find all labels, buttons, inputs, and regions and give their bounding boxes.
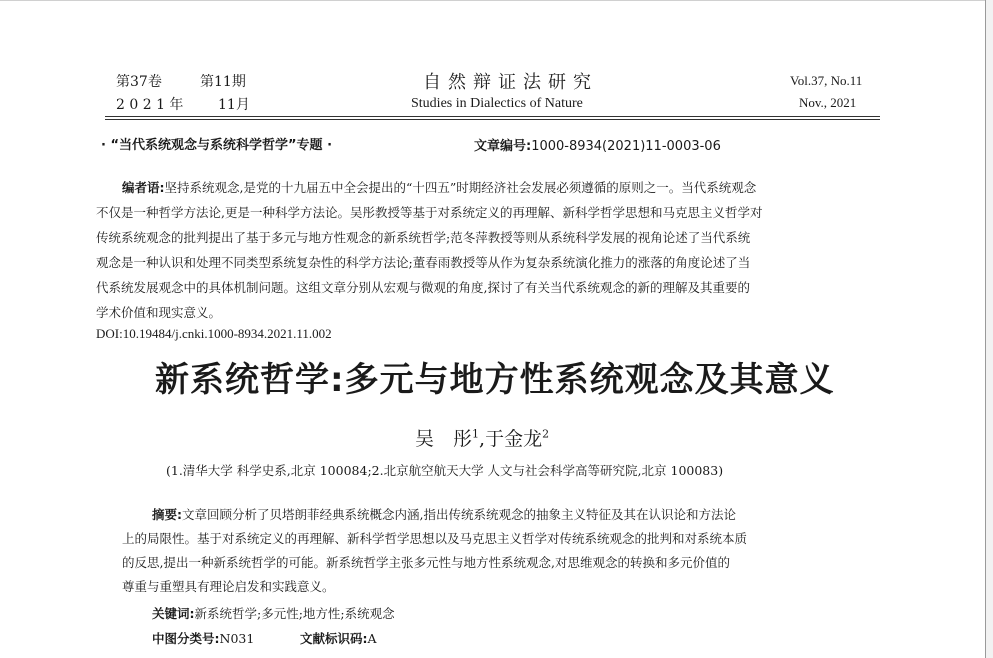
article-number-label: 文章编号:: [474, 139, 532, 154]
author-1-affil-marker: 1: [472, 427, 480, 441]
abstract-line: 尊重与重塑具有理论启发和实践意义。: [122, 579, 335, 594]
header-year-cn: 2 0 2 1 年: [116, 97, 184, 113]
header-rule-2: [105, 119, 880, 120]
header-month-cn: 11月: [218, 97, 250, 113]
doi: DOI:10.19484/j.cnki.1000-8934.2021.11.002: [96, 326, 332, 341]
authors: [415, 424, 549, 451]
article-number: [474, 135, 721, 154]
editor-note: [96, 175, 896, 325]
document-code-label: 文献标识码:: [300, 631, 368, 646]
editor-note-label: 编者语:: [122, 180, 165, 195]
document-code: [300, 629, 377, 647]
article-title: 新系统哲学:多元与地方性系统观念及其意义: [155, 360, 835, 400]
author-1: 吴 彤: [415, 428, 473, 450]
editor-note-line: 坚持系统观念,是党的十九届五中全会提出的“十四五”时期经济社会发展必须遵循的原则之一。当代系统观念: [164, 180, 757, 195]
author-2: 于金龙: [485, 428, 543, 450]
page-top-border: [0, 0, 986, 1]
header-volume-cn: 第37卷: [116, 74, 162, 90]
viewer-gutter: [986, 0, 993, 658]
document-code-value: A: [367, 631, 377, 646]
editor-note-line: 学术价值和现实意义。: [96, 305, 222, 320]
clc-number: [152, 629, 254, 647]
abstract-line: 上的局限性。基于对系统定义的再理解、新科学哲学思想以及马克思主义哲学对传统系统观念的批判和对系统本质: [122, 531, 748, 546]
clc-value: N031: [219, 631, 255, 646]
author-2-affil-marker: 2: [542, 427, 550, 441]
header-volume-en: Vol.37, No.11: [790, 73, 863, 88]
article-number-value: 1000-8934(2021)11-0003-06: [531, 139, 721, 154]
abstract-label: 摘要:: [152, 507, 182, 522]
special-topic-label: · “当代系统观念与系统科学哲学”专题 ·: [101, 138, 333, 153]
abstract-line: 的反思,提出一种新系统哲学的可能。新系统哲学主张多元性与地方性系统观念,对思维观念的转换和多元价值的: [122, 555, 730, 570]
abstract-line: 文章回顾分析了贝塔朗菲经典系统概念内涵,指出传统系统观念的抽象主义特征及其在认识论和方法论: [182, 507, 736, 522]
editor-note-line: 不仅是一种哲学方法论,更是一种科学方法论。吴彤教授等基于对系统定义的再理解、新科学哲学思想和马克思主义哲学对: [96, 205, 763, 220]
header-date-en: Nov., 2021: [799, 95, 857, 110]
journal-title-en: Studies in Dialectics of Nature: [411, 96, 583, 111]
keywords: [152, 604, 395, 622]
keywords-label: 关键词:: [152, 606, 195, 621]
journal-title-cn: 自然辩证法研究: [423, 72, 598, 93]
page-right-border: [985, 0, 986, 658]
editor-note-line: 代系统发展观念中的具体机制问题。这组文章分别从宏观与微观的角度,探讨了有关当代系统观念的新的理解及其重要的: [96, 280, 750, 295]
keywords-value: 新系统哲学;多元性;地方性;系统观念: [194, 606, 395, 621]
header-issue-cn: 第11期: [200, 74, 246, 90]
header-rule-1: [105, 116, 880, 117]
abstract: [122, 503, 882, 599]
clc-label: 中图分类号:: [152, 631, 220, 646]
affiliations: (1.清华大学 科学史系,北京 100084;2.北京航空航天大学 人文与社会科学高等研究院,北京 100083): [166, 463, 724, 478]
author-separator: ,: [479, 428, 486, 450]
editor-note-line: 传统系统观念的批判提出了基于多元与地方性观念的新系统哲学;范冬萍教授等则从系统科学发展的视角论述了当代系统: [96, 230, 751, 245]
editor-note-line: 观念是一种认识和处理不同类型系统复杂性的科学方法论;董春雨教授等从作为复杂系统演化推力的涨落的角度论述了当: [96, 255, 751, 270]
